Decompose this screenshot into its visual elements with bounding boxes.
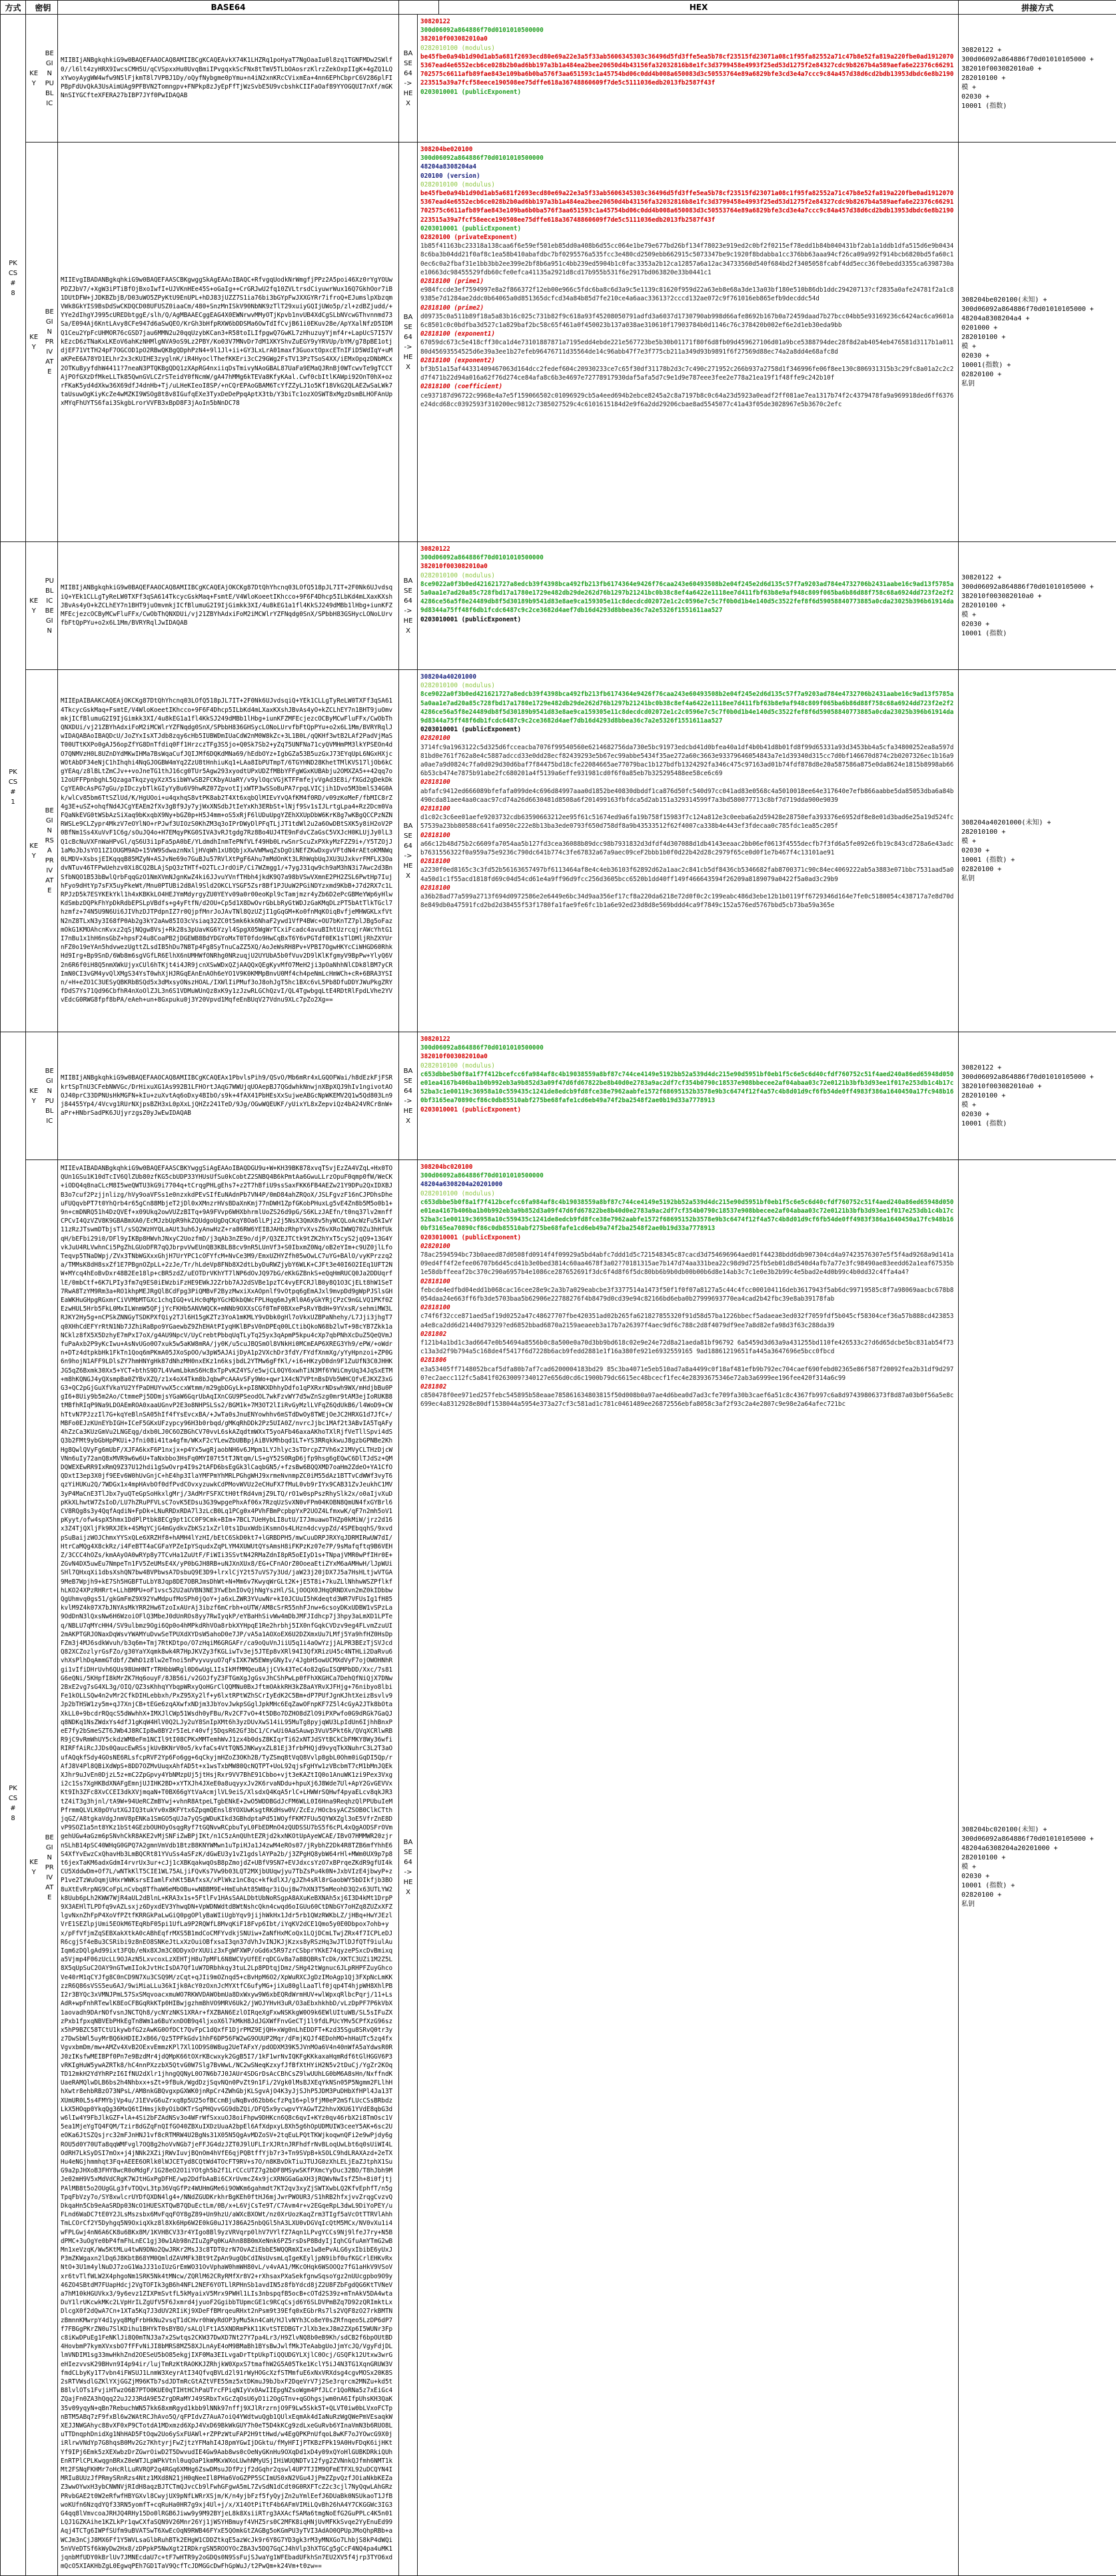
hex-segment: 8ce9022a0f3b0ed421621727a8edcb39f4398bca492fb213fb6174364e9426f76caa243e60493508b2e04f245e2d6d135c57f7a9203ad784e4732706b2431aabe16c9ad13f5785a5a0aa1e7ad20a85c728fbd17a1780e1729e482db29de262d76b1297b21241bc0b38c8ef4a6422e1118ee7d411fbf63b8e9af948c809f065ba6b86d88f758c68a6924dd723f2e2f24286ce56a5f8e24489db8f5d30189b9541d83e8ae9ca159305e11c8decdcd02072e1c2c0596e7c5c7f0b0d1b4e140d5c3522fef8f6d59058840773885a0cda23025b396b61914da9d8344a75ff48f6db1fcdc6487c9c2ce3682d4aef7db16d4293d8bbea36c7a2e5326f1551611aa527 (420, 580, 955, 615)
hex-segment: d1c02c3c6ee01aefe9203732cdb63590663212ee95f61c51674ed9a6fa19b758f15983f7c124a812e3c0eeba6a2d59428e28750efa393376e6952df8e8e01d3bad6e25a19d524fc57539a23bb80588c641fa0950c222e8b13ba3ede0793f650d758df8a9b43533512f62f4007ca338b4e443ef3fdecaa0c785fdc1ea85c205f (420, 813, 955, 830)
join-cell: 30820122 + 300d06092a864886f70d01010105000 + 382010f003082010a0 + 282010100 + 模 + 02030 + 10001 (指数) (959, 15, 1116, 143)
key-begin-label: BEGIN RSA PRIVATE (45, 806, 54, 896)
hex-segment: 382010f003082010a0 (420, 1052, 955, 1061)
header-base64: BASE64 (58, 1, 399, 15)
hex-segment: 0282010100 (modulus) (420, 1189, 955, 1198)
hex-segment: 0281802 (420, 1330, 955, 1339)
hex-segment: 02818100 (420, 1303, 955, 1312)
hex-segment: a36b28ad77a599a2713f694d0972586e2e6449e6bc34d9aa356ef17cf8a220da6218e72d0f0c2c199eabc486d3ebe12b1b0119ff6729346d164e7fe0c5180054c438717a7e8d70d8e849db0a47591fcd2bd2d38455f53f1780fa1fae9fe6fc1b1a6e92ed23d8d8e569bddd4ca9f7849c152a576ed5767bbd5cb73ba59a365e (420, 892, 955, 910)
conversion-cell (399, 1032, 418, 1160)
hex-segment: 0203010001 (publicExponent) (420, 725, 955, 734)
hex-segment: 308204a40201000 (420, 673, 955, 681)
hex-segment: 30820122 (420, 1035, 955, 1044)
hex-segment: c850478f0ee971ed257febc545895b58eaae785861634803815f50d008b0a97ae4d6bea0d7ad3cfe709fa30b3caef6a51c8c4367fb997c6a8d97439806373f8d87a03b0f56a5e8c699ec4a8312928e80df1538044a5954e373a27cf3c581ad1c781c0461489ee26872556ebfa8058c3af2f93c2a4e2807c9e98e2a64afec721bc (420, 1391, 955, 1409)
hex-cell (418, 143, 959, 542)
hex-segment: 02818100 (coefficient) (420, 382, 955, 391)
hex-segment: c653dbbe5b0f8a1f7f412bcefcc6fa984af8c4b19038559a8bf87c744ce4149e5192bb52a539d4dc215e90d5951bf0eb1f5c6e5c6d40cfdf760752c51f4aed240a86ed65948d050e01ea4167b406ba1b0b992eb3a9b852d3a09f47d6fd67822be8b40d0e2783a9ac2df7cf354b0790c18537e908bbecee2af04abaa03c72e0121b3bfb3d93ee1f017e253db1c4b17c52ba3c1e00119c36958a10c559435c1241de8edcb9fd8fce38e7962aabfe1572f68695152b3578e9b3c6474f12f4a57c4b8d01d9cf6fb54de0ff4983f386a1640450a17fc948b160bf3165ea70890cf86c0db85510abf275be68fafe1cd6eb49a74f2ba2548f2ae0b19d33a7778913 (420, 1198, 955, 1233)
hex-segment: f121b4a1bd1c3ad6647e0b54694a8556b0c8a500e0a70d3bb9bd618c02e9e24e72d8a21aeda81bf96792 6a5459d3d63a9a431255bd110fe426533c2?d6d65dcbe5bc831ab54f73c13a3d2f9b794a5c168de4f5417f6d7228b6acb9fedd2881e1f16a380fe921e6932559165 9ad18861219651fa445a3647696e5bcc0fbcd (420, 1339, 955, 1356)
base64-cell: MIIEpAIBAAKCAQEAjOKCKg87DtQhYhcnq03LOfQ518pJL7IT+2F0Nk6UJvdsqiQ+YEk1CLLgTyReLW0TXFf3qSA614TkcycGskMaq+FsmtE/V4WloKoeetIKhcco+9F6F4Dhcp5ILbKd4mLXaxKXshJBvAs4yO+kZCLhEY7n1BHT9juOmvmkjICfBlumuG2I9IjGimkk3XI/4u8kEG1a1fl4KkSJ249dMBb1lHbg+iunKFZMFEcjezcOCByMCwFluFFx/CwObThQNXDUi/vj21ZBYhAdxiFoM2iMCWlrYZFNqdg0SnX/SPbbH836GHSycLONoLUrvfbFtQpPYu+o2x6L1Mm/BVRYRqlJwIDAQABAoIBAQDcU/JoZYxIsXTJdb8zqy6cHb5IUBWDmIUaCdW2nM0W8kZc+3L1B0L/qQKHf3wtB2LAf2PadVjMaST00UTtKXPo0gAJ56opZfYG8DnTfdiq0Ff1HrzczTFg3S5jo+Q0Sk7Sb2+yZq75UNFNa71cyQVMHmPM3lkYPSEOn4dO7QNMVzH0L8UZnDYdMKwIHMa7BsWqaCufJQIJMf6DQKdMNa69/hEdbOYz+IgbGZa53B5uzGxJ73EYqUpL6NGxHXjcWOtAbDF34eNjC1hIhqhi4NqGJOGBW4mYq2ZzU8tHnhiuKq1+LAa8IbPUTmpT/6TGYHND28KhetTMlKVS17ljOb6kCgYEAq/z8lBLtZmCJv++voJneTG1thJ16cg0TUr5Agw293xyodtUPxUDZfMBbYFFgWGxKUBAbju2OMXZA5++42qq7o12oUFFPpnbghL5QzagaTkqzyqyXzX5sibWYwSB2FCKbyAUaRY/v9ylOqcVGjKTFFmfejvVgAd3E8i/fXGd2gDekDkCgYEA0cAsPG7gGu/pIDczybTlkGIyYyBu6V9hwRZ07ZpvotIjxWTP3wSSoBuPA7rpqLVICjih1Dvo5M3bmlS34G0Ak/wlCv85bm6TtSZlUd/K/HgUOoi+u4qxhqS8vtPK8ab2T4Xt6xqbQlMIEvYvQAfKM4f0RD/v09zKoMeF/fbMIC8rZ4g3E+uSZ+ohqfNd4JCgYEAEm2fXv3gBf9Jy7yjWxXNSdbJtIeYxKh3ERbSt+lNjf9Sv1sIJLrtgLpa4+Rz2Dcm0VaFQaNkEVG0tWSbAzSiXaq9bKxqbX9Ny+bGZ0p+H5J4mm+oS5xRjF6lUDuUpgYZEhXXUpDbW6KrK8g7wKBgQCCPzNZNRWSLe9CLZypr4MkzV7eOYlNO+rPJwf3UIOzS0KhZM3q3oIPrDWyDlPFqTLjJT1tdWl2u2a6OwDBtSXK5y8iH2oV2P0BfNm1Ss4XuVvF1C6g/sOuJQ4o+H7EMqyPKG0SIVA3vRJtgdg7Rz8Bo4UJ4TE9nFdvCZaGsC5VXJcH0KLUjJy0lL3Q1cBcNuVXFnWaHPvGl/qS6U3i1pFa5pA0bE/YLdmdhInmTePNfVLf49Hb0LrwSnrScuZxPXkyMzFZZ9i+/Y5TZOjJ1aMoJbJsYO11Z1OUGM9AD+15VW9SdwaznNxljHVqWh1xU8QbjxXwVWMwqZsDgOiNEfZKwDxgvVFtdN4rAEtoKMNWq0LMDV+XsbsjEIKqqqB85MZyN+ASJvNe69o7GuBJu57RVlXtPgF6Ahu7mMdOnKt3LRhWqbUqJXU3UJxkvrFMFLX3OadvNTuv46TFPwUehzv0Xi8CQ2BLAjSpQ3zTHTf+D2TLcJrdOiP/Ci7WZmgg1/+7ygJ31qw9ch9aM3hN3i7Awc2d3BnSfbNQO1B53bBwlQrbFqqGzO1NmXVmNJgnKwZ4ki6JJvuYVnfTHbh4jkdK9Q7a98bVSwVXmnE2PH2ZSL6PwtHp7IujhFyo9dHtYp7sFX5uyPkeWt/Mnu0PTUBi2d8Al9Sld2OKCLYSGF5Zsr8Bf1PJUuW2PGiNDYzxmd9KbB+J7d2RX7c1LRPJzD5k7ESYKEkYkl1h4xKBKkLO4HEJYmMdyrgyZU0YEYv09a0r00eoKpl9cTamjmzr4yZb6D2ePcGBMeYWp6yHlwKdSmbzDQPkFhYpDkRdbEPSLpVBdfs+g4yFtfN/d2OU+Cp5d1X8DwOvrGbLbRyGtWDJzGaKMqDLzPT5bAtTlkTGcl7hzmfz+74N5U9N6Ui6JIVhzDJTPdpnIZ7r0QjpfMnrJoJAvTNl8QzUZjI1gGqGM+Ko0fnMqKOiqBvfjeMHWGKLxfVtN2nZ8TLxN3y3I68fP0Ab2g3kY2aAw85IO3cVsiaq32ZC0t5mk6kk6NhaF2ywd1VfP4BWc+OU7bKnTZ7plJBg5oFazmOkG1KMOAhcnKvxz2qSjNQgw8Vsj+Rk28s3pUavKG6Yzyl4SpgX05WgWrTCxiFcadc4avuBIhtUzrcqjrAWcYhtG1I7nBu1x1hH6nsGbZ+hpsF24u8CoaPB2jDGEWB8BdYDGYoMxT0T0fdo9HwCqBxT6Y6vPGTdf0EK1sTlDMljRhZXYUrnFZ0o19eYAn5hdvwezUgttZLsdIB5hDu7N8Tp4Fg8SyTnuCaZZ5XQ/AoJeWsRH8Pv+VPBI7OgwHKYcCiWHGD60RhkHd9Irg+Bp9SnD/6Wb8m6sgVGfLR6ElhX6nUMHWfONRhg0NRzuqjU2UYUbA5b0fVuv2D9lKlKfgmyV9BpPw+YlyQ6V2n6R6f0iH8Q5nmXWkUjyxCUl6hTKjt4i4JR9jcnXSwWDxQZjAAQQxQEgKyvMfO7MeH2ji3pOaNhhNlCDk8lBM7yCRImN0CI3vGM4yvQlXMgS34YsT0whXjHJRGqEAnEnAOh6eYO1V9K0KMMpBnvU0Mf4ch4peNmLcHmWCh+cR+6BRA3YSIn/+H+eZO1C3UESyQBKRbBSQd5x3dMxsyONszHOAL/IXWlIiPMuf3oJ8ohJgT5hc1BXc6vL5Pb8DfuDDYJWuPkgZRYfDdS7Ys71Qd96CbfhR4nXoOlZJL3n6S1VDMuWUnQz8xK9y1zJzwRLGChQzvI/QL4TgwbgqLtE4RDtRlFpdLVhe2YVvEdcG0RWG8fpf8bPA/eAeh+un+8Gxpuku0j3Y20Vpvd1MqfeEnBUqV27Vdnu9XLc7pZo2Xg== (58, 670, 399, 1032)
hex-segment: 0203010001 (publicExponent) (420, 615, 955, 624)
hex-segment: c653dbbe5b0f8a1f7f412bcefcc6fa984af8c4b19038559a8bf87c744ce4149e5192bb52a539d4dc215e90d5951bf0eb1f5c6e5c6d40cfdf760752c51f4aed240a86ed65948d050e01ea4167b406ba1b0b992eb3a9b852d3a09f47d6fd67822be8b40d0e2783a9ac2df7cf354b0790c18537e908bbecee2af04abaa03c72e0121b3bfb3d93ee1f017e253db1c4b17c52ba3c1e00119c36958a10c559435c1241de8edcb9fd8fce38e7962aabfe1572f68695152b3578e9b3c6474f12f4a57c4b8d01d9cf6fb54de0ff4983f386a1640450a17fc948b160bf3165ea70890cf86c0db85510abf275be68fafe1cd6eb49a74f2ba2548f2ae0b19d33a7778913 (420, 1070, 955, 1106)
hex-segment: 30820122 (420, 17, 955, 26)
hex-segment: 48204a8308204a4 (420, 162, 955, 171)
key-vertical-label: KEY (29, 332, 39, 352)
hex-segment: 78ac2594594bc73b0aeed87d0508fd0914f4f09929a5bd4abfc7ddd1d5c721548345c87cacd3d754696964aed01f44238bdd6db907304cd4a97423576307e5f5f4ad9268a9d141a09ed4ff4f2efee06707b6d45cd41b3e0bed3814c60aa4678f3a02?70181315ae7b147d74aa331bea22c98d9d725fb5eb01d8d540d4afb7a77e3fc98490ae83eedd62a1eaf67535b1e58dbffeeaf2bc370c290a6957b4e1086ce287652691f3dc6f4d8f6f5dc80bb6b9b0db00b00b6d8e14ab3c7c1e0e3b2b99c4e5bad2e4d0b99c4b0dd32c4ffa4a4? (420, 1251, 955, 1277)
hex-segment: 020100 (version) (420, 172, 955, 180)
key-type-cell (26, 15, 58, 143)
key-begin-label: BEGIN PUBLIC (45, 49, 54, 109)
hex-segment: 02820100 (privateExponent) (420, 233, 955, 242)
hex-segment: be45fbe0a94b1d90d1ab5a681f2693ecd80e69a22e3a5f33ab5606345303c36496d5fd3ffe5ea5b78cf23515fd23071a08c1f95fa82552a71c47b8e52fa819a220fbe0ad19120705367ead4e6552ecb6ce028b2b0ad6bb197a3b1a484ea2bee20650d4b43156fa32032816b8e1fc3d3799458e4993f25ed53d1275f2e84327cdc9b8267b4a589aefa6e22376c66291702575c6611afb89fae843e109ba6b0ba576f3aa651593c1a45754bd06c0dd4b008a650083d3c50553764e89a6829bfe3cd3e4a7ccc9c84a457d38d6cd2bdb13953dbdc6e8b2190223515a39a7fcf58eece190508ee75dffe618a36748860609f7de5c5111036edb2013fb2587f43f (420, 189, 955, 224)
key-vertical-label: KEY (29, 1857, 39, 1877)
conversion-cell (399, 1160, 418, 2576)
join-cell: 308204a40201000(未知) + 282010100 + 模 + 02030 + 10001 (指数) + 02820100 + 私钥 (959, 670, 1116, 1032)
key-begin-label: BEGIN PRIVATE (45, 307, 54, 377)
header-hex: HEX (439, 1, 959, 15)
hex-segment: a66c12b48d75b2c6609fa7054aa5b127fd3cea36088b89dcc98b7931832d3dfdf4d307088d1db4143eeaac2bb06ef0613f4555decfb7f3fd6a5fe092e6fb19c843cd728a6e43adcb7631556322f0a959a75e9236c790dc641b774c3fe67832a67a9aec09ceF2bbb1b0f0d22b42d28c2979f65ce0d0f1e7b467f4c13101ae91 (420, 840, 955, 857)
hex-segment: 02820100 (420, 1242, 955, 1251)
key-row (1, 1160, 1116, 2576)
hex-segment: 0203010001 (publicExponent) (420, 1106, 955, 1114)
key-begin-label: PUBLIC BEGIN (45, 576, 54, 636)
key-type-cell (26, 1160, 58, 2576)
key-type-cell (26, 670, 58, 1032)
hex-cell (418, 1160, 959, 2576)
conversion-label: BASE64 -> HEX (404, 1066, 413, 1126)
key-row (1, 15, 1116, 143)
hex-segment: 02818100 (exponent1) (420, 330, 955, 338)
hex-segment: 308204bc020100 (420, 1163, 955, 1171)
hex-segment: 02818100 (prime2) (420, 304, 955, 312)
key-vertical-label: KEY (29, 69, 39, 89)
hex-segment: e3a53405ff7148052bcaf5dfa80b7af7cad6200004183bd29 85c3ba4071e5eb510ad7a8a4499c0f18af481efb9b792ec704caef690febd02365e86f587f20092fea2b31df9d2970?ec2aecc112fc5a841f0263009?340127e656d0cd6c1900b79dc6615ec48bcecf1fec4e28393675346e72ab3a6999ee196fee420f314a6c99 (420, 1365, 955, 1383)
base64-cell: MIIBIjANBgkqhkiG9w0BAQEFAAOCAQ8AMIIBCgKCAQEAjOKCKg87DtQhYhcnq03LOfQ518pJL7IT+2F0Nk6UJvdsqiQ+YEk1CLLgTyReLW0TXFf3qSA614TkcycGskMaq+FsmtE/V4WloKoeetIKhcco+9F6F4Dhcp5ILbKd4mLXaxKXshJBvAs4yO+kZCLhEY7n1BHT9juOmvmkjICfBlumuG2I9IjGimkk3XI/4u8kEG1a1fl4KkSJ249dMBb1lHbg+iunKFZMFEcjezcOCByMCwFluFFx/CwObThQNXDUi/vj21ZBYhAdxiFoM2iMCWlrYZFNqdg0SnX/SPbbH83GSHycLONoLUrvfbFtQpPYu+o2x6L1Mm/BVRYRqlJwIDAQAB (58, 542, 399, 670)
key-vertical-label: KEY (29, 596, 39, 616)
conversion-label: BASE64 -> HEX (404, 1837, 413, 1897)
hex-segment: 300d06092a864886f70d0101010500000 (420, 553, 955, 562)
hex-segment: 300d06092a864886f70d0101010500000 (420, 154, 955, 162)
method-label: PKCS#8 (9, 1783, 18, 1823)
hex-segment: a2230f0ed8165c3c3fd52b56163657497bf6113464af8e4c4eb36103f62892d62a1aac2c841cb5df8436cb5346682fab8700371c90c84ec4069222ab5a3883e071bbc7531aad5a04a50d1c1f55acd1818fd69c04d54cd61e4a9ff96d9fcc256d3605bcc6520b1dd40ff149f466643594f26209a8189079a0422f5a0ad3c29b9 (420, 866, 955, 883)
key-type-cell (26, 143, 58, 542)
key-row (1, 670, 1116, 1032)
hex-segment: e984fccde3ef7594997e8a2f866372f12eb00e966c5fdc6ba8c6d3a9c5e1139c81620f959d22a63eb8e68a3de13a03bf180e510b86db1ddc29420713?cf2835a0afe24781f2a1c89385e7d1284ae2ddc0b64065a0d851365dcfcd34a84b85d7fe210ce4a6aac33613?2cccd132ae072c9f761016eb865efb9decddc54d (420, 286, 955, 303)
hex-cell (418, 1032, 959, 1160)
conversion-label: BASE64 -> HEX (404, 821, 413, 881)
header-method: 方式 (1, 1, 26, 15)
hex-segment: 3714fc9a1963122c5d325d6fcceacba7076f99540560e6214682756da730e5bc91973edcbd41d0bfea40a1df4b0b41d8b01fd8f99d65331a93d3453bb4a5cfa34800252ea8a597d81bd0e761f762a8e4c5887adccd33e0dd28ecf82439293e5b67ec99abbe5434f35ae272a60c3663e93379646054843a7e1d39340d315cc7d0bf146670d874c2b0207326ec1b16a9a0ae7a9d0824c7fa0d029d30d6baf7f84475bd18cfe22084665ae77079bac1b127bdfb1324292fa346c475c97163ad01b74fdf878d8e20a587586a875e0da8624e1815b8998ab666b53cb474e7875b91abe2fc680201a4f5139a6effe931981cd0f6f0a85eb7b325295488ee58ce6c69 (420, 743, 955, 779)
header-join: 拼接方式 (959, 1, 1116, 15)
key-vertical-label: KEY (29, 841, 39, 861)
hex-segment: 0282010100 (modulus) (420, 44, 955, 53)
hex-cell (418, 670, 959, 1032)
hex-cell (418, 15, 959, 143)
hex-segment: 300d06092a864886f70d0101010500000 (420, 1171, 955, 1180)
key-begin-label: BEGIN PRIVATE (45, 1833, 54, 1903)
key-type-cell (26, 542, 58, 670)
key-type-cell (26, 1032, 58, 1160)
hex-segment: 0281802 (420, 1383, 955, 1391)
key-begin-label: BEGIN PUBLIC (45, 1066, 54, 1126)
join-cell: 308204bc020100(未知) + 300d06092a864886f70d01010105000 + 48204a6308204a20201000 + 282010100 + 模 + 02030 + 10001 (指数) + 02820100 + 私钥 (959, 1160, 1116, 2576)
base64-cell: MIIEvAIBADANBgkqhkiG9w0BAQEFAASCBKYwggSiAgEAAoIBAQDGU9u+W+KH39BK878xvqTSvjEzZA4VZqL+Hx0TOQUn1GSu1K10dTcIV6QlZUb80zfKG5cbUDP33YHUsUfSu0kCobtZ2SNBQ4B6kPmtAa6GwuLLrzOpuF0qmp0fW/WeCK+iODQ4q8naCLcM8I5weQWTU3kG9i7704q+tCrqgPHLgEhs7+z2T7hBfiU9ssSaxFKK6FB4AEZw21Y9DPu2QxIDXBJB3o7cuf2Pzjjnlizg/hVy9oaVFSs1e0nzxkdPEvSIfEuNAdnPb7VN4P/0mD84ahZRQoX/JSLFgvzF16nCJPDhsDheuFUQqvbPT7t0YhQrb4r65gCn88MbjeT2jDl0xXMnzrHVsBDaXnKmj77nDWH1ZpfGKobPHuxLg5vE4Zn8b5M5o0b1+9n+cmDNRQ51h4DzQVEf+x09Ukq2owVUZzBITq+9A9FVvp6WHXbhrmlUoZS26d9pG/S6KLzJAEfn/t0nq37lv2mnffCPCvI4QzVZV8K9GBABmXA0/EcMJzbUpR9hkZQUdgoUgDqCKqY8Oa6lLPjz2j5NsX3QmX8v5hyWCQLoAcWzFu5kIwY11zRzJTswmDTbjsTl/sSQ2WzHYQLaAUt3uh6JyAnwHzZ+ra86RW6YEIBJAHbzRhpYvXvsZ6vXRoIWWQ70Zu3hHfUkqH/bEFbi29i0/DFl9yIKBp8HWvhJNxyC2UozfmD/j3qAb3nZE9o/djP/Q3ZEJTCtk9tZK2hYxT5cyS2jqQ9+13G4YvkJuU4RLVwhnCi5PgZhLGUoDFR7qQJbrpvVwEUnQB3KBLB8cv9nR5LUnVf3+S0IbxmZ0Nq/oB2eYIm+c9UZ0jlLfoTeqvp5TNaDWpj/ZVx3TNbWGXxxGhjH7UrYPC1cOFYfcM+NvCe3M9/EmxUZHYZfh05wOwLC7uYG+BAlO/vyKPrzzq2a/TMMsK8dH8sxZf1E7PBgnOZpLL+2zJe/Tr/hLdeVp8FNb8X2dtLbyDuRWZjybY6WLK+CJFt3e40I6O2IEq1UFT2NW+MYcq4hEoBvDxr48B2Ee18lp+cBR5zdZ/uEOTDrVKhYT7lNP6dOvJQ97bG/eKkGZBnkS+eQqHmRUCQ0Ja2DDUqrflE/0mbCtf+6K7LPIy3fm7q9ES0iEWzbiFzHE9EWkJ2Zrbb7AJ2dSVBe1pzTC4vyEFCRJlB0y8Q1O3CjELt8hW1SeT7RwA8TzYM9Rm3a+RO1khpMEJRgQlBCdFpg3PiQMBvF2ByzMwxiXxAOpnlf9vOtpq6gEmAJxl9mvpDd9gWpPJSlsGHEaWKHuGHpgRGxmrCiVVMbMTGXc1chqIGQ+vLHc0qMpYGcHDkbQWcFPLHqq6mJyRl0A6yGkYRjCPzC9nGLVQ1PKf0ZEzwHUL5Hrb5FkL0MxILWnmW5QFjjYcFKHb5ANVWQCK+mNNb9OXXsCGf0TmF0BXxePsRvYBdH+9YVxsR/sehmiMW3LRJKY2Hy5g+nCPSkZNNGyTSDKPXfQiy2TJl6H15gKZTz3YoA1mKMLY9vDbk0gHl7oVkxUZBPaNhehy/L7Jji3jhgT7q0XHhCdEFYrRtN1Nb7JZhiRaBpo9YGaewbZ9ZhEHAtPIyqHKlBPsV0nDPEq00LCtibQkoN68b2lwT+98cYB7Zkk1aNCklz8fX5X5DzhyE7mPxI7oX/g4AU9NpcV/UyCrebtPbbqUqTLyTq25yx3qApmP5kpu4cXp7qbPNhXcDuZ5QeQVmJfuPaAxb2P9yKcIwu+AsNvUGo0O7xuk5w5aKW8mRA/jy0K/u5cuJBQSmOl8VNkHi0MCmEAP6XREG3Yh9/ePW/+oWdrn+DTz4dtpkbHk1FkTn1Qoq6mPKmA05JXoSpOO/w3pW5AJAijDyA1p2VXchDr3fdY/FYdfXnmXg/yYyHpnzoi+ZP0G6n9hojN1AFF9LDlsZY7hmHNYgHk87dNhzMH0nxEKz1n6ksjbdL2YTMw6gFfKl/+i6+HKzyD0dn9F1ZuUfN3C0JHHKJG5qZ6Bxmk30Xx5+YCT+bthS9D7L4VwmLbkmS6HcBxTpPvKZ4YS/e5wjCL0QY6xwhTiN3Mf6YWiCmyUq34JqSxETM+m8hKQNGJ4yQXsmpBa0ZYBvXZQ/z1x4oX4Tkm8bJqbwPcAAAvSFy9Wo+qwr1X4cN7VPtnBsDVb5WHCQfvEJKXZ3xGG3+QC2pGjGuXfVkaYU2YfPaDHUYvwX5ccxWtmm/m29gbDGyLk+pI8NKXDhhyDdfo1qPXRxrNDswh9WX/mHdjbBu0PgI6+8Uiy9b5m2Ao/CtmmePj5DDmjsYGaW6GqrUbAqIXnCGU9PSeodOL7wkFzvWY7d5wZnSzg0mr9tAM3ejIoRUKB8tMBfhRIqP9Na9LDOAEmROA0xaaUGnvP2E3o8NHPSLSs2/BGM1k+7M3OT2lIiRvGyMzlLVFqZ6QdUkB6/l4WoD9+CWhTtvN7PJzzIl7G+kqYeBlnSA05hIf4fYsEvcxBA/+JwTa0sJnuENYowhhv6mSTdDwOy8TWEjOeJC2HRXG1d7JfC+/MBFo0EJzKUnEYbIGH+ICeF5GKxUFzypcy96H3b0rbqd/gMKqRhDDk2Pz5UIA0Z/nvrcJjbc1MAf2t3ABvIA5TqAFy4hZzCa3KUzGmVu2LNGEqg/dxb0LJ0C6OZBGhCV70vvL6skAZqdtmWXxT5yoAFb46axaAKhoTXlRjfVeTllSpvi4dSQ3b2FMt9ybGbHpPKUi+Jfni08i41ta4gfm/WKxF2cYLewZbUBBpjAiBVkMhbqd1LT+YS3RRqkkwuJ8gzbGPNBe2KhHg8QwlQVyFg6mUbF/XJFA6kxF6P1nxjx+p4Yx5wgRjaobNH6v6JMpm1LYJhlyc3sTDrcpZ7Vh6x21MVyCLTHzDjcWVNn6uIy72anQ8xMVR9w6w6U+TaNxbbo3HsFq0MYI07t5tTJNtqm/LS+gY52S0RgD6jfp9hsg6gEQwC6DlTJdSz+QMDQWEXEwRR9IxRmQ9Z37U12hdi1gSwOvrp4I9s2tAFD6bsEgGk3lCaqbGN5/+fzsBw6BQQXMD7oaHm2ZdeO+YA1CfOQDxtI3ep3X0jf9EEv6W0hUvGnjC+hE4hp3IlaYMFPmYhMRLPGhgWHJ9xrmeNvnmpZC0iM55dAz1BTTvCdWWf3vyT6qzYiHUKu2Q/7WDGx1x4mpHAvbOf0dfPvdCOvxyzuwkCdPMovWVUz2eCHuFX7fMuL0vb9rIYx9CAB31ZvJeukhC1MV3yP4MaCnE3TlJbx7yuQTeGpSoHkxlgMrj/3AdMrFSFXCtH0tfRd4vmjZ9LTQ/rO1w0spPszRhySlk2x/o0aIjvXuDpKkXLhwtW7ZsIoD/LU7hZRuPFVLsC7ovK5EDsu3G39wpgePhxAf06x7RzqUzSvXN0vFPm04KOBN8QmUN4fxGYBrl6CV8RQg8s3y4QqfAqdiN+FpDk+LNuRRDxRDA7l3zLcB0Lq1PCg0x4PVhFBmPcpbpYxP2UOZ4LfmxwK/qF7n2mh5oV1pKyyt/ofw4spX5hmx1DdPlPtbk8ECg9pt1CC0F9Cmk+BIm+7BCL7UeHybLI8utU/I7JmuawoTHZp0kMiW/jrz2d16x3Z4TjQXljFk9RXJEk+4SMqYCjG4mGydkvZbKSz1xZrl0ts1DuxWdbiKsmnOs4LHzn4dcvypZd/4SPEbqqhS/9xvdpSuBaijzWOJChmxYYSxQLe6XRZHf8+hAMH4lYzHI/bEtC6SkD0kt7+lGRBDPH5/mwCuuDRPJRXYqJDRMIRwUW7dI/HtrCaMQg4X8ckRz/i4FeBTT4aCGFaYPZeIpYSqudxZqPLYM4XUWUtQYsAmsH8iFKPzKz07e7P/9sMafqftq9B6VEHZ/3CCC4hOZs/kmAAyOA0wRYp8y7TCvHa1ZuUtF/FiWIi3SSvtN42RMaZdnI8pR5oEIyD1s+TNpajVMR0wPfIHr0E+ZGvN4DX5uwEu7NmpeTn1FV5ZeUMsE4X/yP0bGJH8RB+uNJXnXUx8/EG+CFnAOrZ0OoeaEtiZYxM6aAMHwH/lJpWUiSHl7QHxqXi1dbsXshQN7bw4BVPbwsA7DsbuQ9E3D9+lrxlCjY2t57uVS7y3Ud/jaW23j20jDX7J5a7HsHLtjwVTGA9MeB7Wpjh9+kE7Sh5HGBFTuLbY8Jqp8DE7OBRJmsDhWt+N+Mm6v7KwyqWrGLt2K+jE5T8i+7kuZLlNhhwWSZPflkfhLKO24XPzRHRrt+LLhBMPU+oF1vsc52U2aUVBN3NE3YwEbnIOvQjhNgYszHl/SLjOOQX0JHqQRNDXvn2mZ0kIDbbwQgUhmvq0gs51/gkGmFmZ9X92YwMdpufMoSPh0jQoY+ja6xLZWR3YVuwNr+kI0JCUuI5hKdeqtd3WR7VFUsIg1fH85kvlM9Z4k07X7bJNYAsMkYRR2Hw6TzoIxAUrAj3ibzf6mCrbh+oUTW/AM8cSrR55nhFJnw+6csoyDKxUDBW1vSPzLa9OdDnN3lQxsNw6H6WzoiOFlQ3MbeJ0dUnROs8yy7RwIyqkP/eYBaHhSivWw4mDbJMFJIdhcp7j3hpy3aLmXD1LPTeq/NBLU7qMYcHH4/SV9ulbmz9Ogi6Qp0o4hMPkdRhVOa8rbkXYHpqE1Re2hrbhj5IX0nfGqkCVDzv9eg4FLvmZzuUI2mAKPTGRJONaxDqWsvYWAMYuDvwSeTPUXdXYDsW5ahoD0e7JP/vA5a1AOXoEX6U2DZXmxUu7LMfj5Ya9hfHZ0HsDpFZm3j4MJ6sdkWvuh/b3q6m+Tmj7RtKDtpo/O7zHqiM6GRGAFr/ca9oQuVnJiiU5q1i4aOwYzjjALPR3BEzTjSVJcdQ82XCZozlyrGsFZo/g30YaYXqmk8wk4R7HpJKVZy3fKGLiwTv3ej5JTEp8vXRl94I3QfXRizU45c4NTHLi2DaRvu6vhXsPlhDqAmmGTdbf/ZWhD1z8lw2eTnoi5nPvyvuyuO7qFsIXK7W5EWmyGNyIv/4JgbH5owUCMXdVyF7ojOWOHNhRgi1vIfiDHrUvh6QUs98UmHNTrTRHbbWRgl0D6wUgL1IsIkMfMMQeu8AjjCVk43TeC4o82qGuISQMPbDD/Xxc/7s81G6eQNi/5KHpfI8kMrZK7Hq6ouyF/8JB56i/v2GOJfyZ3FTGmXgJgGsvJhCShPwLp0fFhXKGHCa7DehQfNiQjX7DNw2BxE2vg7sG4XL3g/OIQ/QZ3sKhhqYYbqpWRxyQoHGrClQQMNu0BxJftmOAkkRH3kZ8aAYRvXJFHjg+76nibyo8lbiFe1kOLLSQw4n2vMr2CfkDIHLebbxh/PxZ95Xy2lf+y6lxtRPtWZhSCrIyEdK2C5Bm+dP7PUfJgnKJhtXeizBsvlv9Jp2bTHSW1zy5m+qJ7XnjCB+tEGe6zqAXwfxNDjm3JbYovJwkpSGglJpkMHc6EqZawOFnpKF7Z5l4cGyA2JTk8bOtaXkLL0+9bcdrRQqcS5dWwhhX+IMXJlCWp51Wsdh0yFBu/Rv2CF7vO+4t5DBo7DZHO8dZlO9iPXPwfo0G9dRGk7GaQJq8NDKq1NsZWdxYs4dfJ1gKqW4HlV0Q2LJy2uY8SnIpXMt6h3yzDUvXwS14iL95MuTg8pyjqWU3LpIdUn6IjhhBnxPeE7fy2bSmeSZT6JWb4J8RCIp8w8BY2r5IeLr40vfj5DqsR62Gf3bC1/CrwUi0AaSAuwp3VuV5Pkt6k/QVqXCRlwRBR9jC9vRmWhUY5ckdzWM8eFm1NCIl9tI08CPKxMMTemhWvJ1zx4b0dsZ8KIqrTi62xNTJdSYtBCkCbFMKY8Wy36wfiRIRFfAiRcJJDs0QaucEwRSsjkUvBKNrV0o5/kvfaCs4VtTQN5JNKwyxZL81Ej3frbPHQjd9vyqTkXNuhrC3L2T3aOufAQqkfSdy4GOsNE6RLsfcpRVF2Yp6Fo6gg+6qCkyjmHZoZ3OKh2B/TyZSmqBtVqQ8Vvlp8gbL0Ohm0iGqDI5Qp/rAfJ8V4Pl8QBiXdWpS+8DD7OZMvUuqxAhfAD5t+x1wsTxbMW80QcNQTPT+UoL92qjsFgHYw1zVBcbmT7cM1bMnJQEkXJhr9uJvEn0DjzL5z+mC2ZpGpvy4YbNMzpUj5jtHsjRxr9VV7BhE91Cbbo+vjt3eKAZtIQ0o1AnuWK1zi9Pex3Vxgi2c1Ss7XgHKBdXNAFgEmnjUJIHK2BD+xYTXJh4JXeE0a8uqyyxJv2K6rvaNDdu+hpuXj6J8Wde7Ul+ApY2GvGEVVxKt9Ih3ZFc8XvCCEI3dkXVjmqaN+T0BX66gYtVaAcmjlVL9eiS/XlsdxQ4KqA5rlC+LHWWrSQHwf4pyaELcv8qkJR3tZ4iT3g3hjnl/tA9W+94UeRCZmBYwj+vhnR8AtpeLTgbENkE+2wO5WDDBGdJcFM6WLL0I6Hna9ReqhzQlPPUbuIeMPfrmmQLVLK0pOYutXGJIQ3tukYv0x8KFYtx6ZpqmQEnsl8YOXUwKsgtRKdHsw0V/ZcEz/HOcbsyACZSOB0ClkCTthjqGZ/A8tgkaVdgJnmV8pENKa1SmGO5qUJa7yQSgWDuKIkd3GBhdptaPd51WOyfFKM7FUu5QYWXZgl3oE5VfrZnE8DvP9SOZ1a5nt8YKz1bSt4GEzbOUHOyOsqgRyf7tGQNvwRCpbuTyL0FbEDMnO4zQUDSSU7bS5f6cPL4xQgAODSFrOVmgehUGw4aGzm6pSNvhCkR8AKE2vMjSNFiZwBPjIKt/n1C5zAnQUhtEZRjd2kxNKOtUpAyeWCAE/IBvO7HMMWR20zjrnSLhB14pSC40WHqG0GPQ7A2gmnVmVdb1BtzB8KNYWMwn1uTpiHJa1J4zwM4eROs07/jRybhZ2Dk4R8TZB6mfYhhE6S4XfYvEwzCxQhavHb3LmBQCRt81YVuSs4aSFzK/dGwEU3y1vZ1gdslAYPa2b/j3ZPgHQ8ybW64rHl+MWm0UX9p7p8t6jexTaKM6adxGdmI4rvrUx3ur+cJj1cXBKqakwqOsB8pZmojdZ+UBfV9SN7+EVJdxcsYzO7xBPrqeZKdR9gfUI4kCU5XddwDm+Of7L/wNTkKlT5CIE1WL75ALjiFQvKs7Vw9b03LQT2MXjbUUqwjyu7TbZsPu4k0N+JxbVIzE4jbwyP+zP1ve2TzWuOqmjUHxrWWKsrsEIamlFxhKt5BAfxsX/xPlWkz1nC8qc+kfkdlXJ/gJZh4sRl8rGaobWY5bDIkfjb3BO8uXtEvRrpNG9CoFpLnCvbq8TfhaW6eMbOBu+wNBBM9E+HmEuhAt85W8qr3iQuj8w7hXN3T5mMeohD3Q2x63UTLYW2k8Uub6pLh2KWW7WjR4aUL2dBlnL+KRA3x1s+5FtlFv1HAsSAALDbtUbNoRSgpA8AXuKeBXNAh5xj6I3D4kMt1DrpP9X3AEHlTLPDfq9vAZLsxjz6DyxdEV3YhwqDN+VpWDNWdtdBWtNshcQkn4cwqd6oIGUu60CtDNbGY7oHZq8ZUZxXFZlgvNxnZhFpP4XoVfPZtfKRRGkPaLwGiQ0pgOPlyBaWIiUgbYqv9jijhWkHx1Jdr5rb1QWzRWKbLZ/jHBq+HwYJEzlVrE1SEZlpjUmi5EOkM6TEqRbF05pi1UfLa9P2RQWfL8MvqKiF18Fvp6Ibt/iYqKV2dCE1Qmo5y0E0Dbpox7ohb+yx/pFfVfjmZqSEBXakXtkA0cABhEqfrMXS5B1mdCoCMFYvdkjSNUiw+ZaNfHxMCoQx1LQjDCmLTwjZRx4f7ICPLeDJR6cgjSf4eBu3CSRibi9z8nEO8SNKeJtLxXzOuiOBfxsaI3qn37dVhJvINJKJjKzxs8yRSzHq3wJTlDJfQTf9iulAuIqm6zDQlgAd99ixt3FQb/eNx8XJm3C0DDyxOrXUUiz3xFgWFXWP/oGd6x5R97zrCSbprYKkE74qyzePSxcDvBmixqa5Vjmp4F06zUcLL9OJAzN5LxvcoxLzXEHTjH8u7pMFL6N8WCVyUfEErqDCGvBa7a8BQBRsTcDk/XKTC3UZi1M2Z5L8X5qUpSuC2OAY9nGTwmIIokJvtHcIsDA7Qf1uW7DRbhkqy3tuL2Lp8PDtqjDmz/SHg42tWgnuc6JLpRHPFZuyGhcoVe40rM1qCYJfg8C0nCD9N7Xu3CSQ9M/zCqt+qJIi9mOZnqd5+cBvHpM6O2/XpWuRXCJgDzIMoAgp1Qj3FXpNcLmKKzzR6Q86sVSS5eu6AJ/9wiMiaLLu36kIjk0AcY0zOxnJcMYXtfC6ufyMG+jiXu80glLaaTlf0jqp4T4hjpWH8XhlPBI2r3BYQc3xVMNJPmL57SxSMqvoacxmuWO7RKWVDAWObmUa8DxWxyw9W6xbEQRdWrmHUV+wlWpxqRlbcPqrj/11+LsAdR+wpFnhRTewlK8EoCFBGqRkKTp0HIBwjgzhmBhVO9MRV6Uk2/jWOJYHvH3uR/O3aEbxhkhbD/vLzDpPF7P6kVbX1aovadh9DArNOfvsnJNCTQh8/ycNYzNKS1XRAr+fXZBAN6EzlOIRqeXgFxwNSKkgW0O9k6EWlUItuWB/SL5sIFuZXzPxb1fpxqNBVEbPHkEgTn8Wm1a6BuYxnDOB9q4ljxoX6l7kMkH8JdJGXWfFnvGeCTj1l9fdLPUcYMv5CPfXzG96szx5hP9BZC58TCtU1kywbfG2zAwKG0OfDCt7QvFpC1dQxfF1DjrPMZ9EjQH+xWg0nLhEDDFT+Kzd35Sgu8SRvQ0tr3yz7DwSbWl5uyMrBQ6kHDIEJxB66/Qz5TPFkGdv1hhF6DP56FW2wG9OUUP2Mqr/dFmjKQJf4EDohMO+hHaUTc5zq4fxVgvxbmDm/mw+AMZv4XvB2OExvEmmzKPl7Xl1OD9S0W8ug2UeTAFxY/pdODXM39K5JVnMOa6V4n40nWfA5aYdwsR0RJ0zIKsfwMEIBPf0Pn7e9BzdMr4jdQMpK66tOXrKBcwxyk2GgB5I7/1kF1wrNvIQKFgKKkaxaHqmRdf6tGlHGGV6P3vRKIgHuW5ywAZRTk8/hC4nnPXzzbX5QtvG0W7Slg7BvWwL/NC2wSNeqKzxyfJfBfXtHYiH2N5v2tDuCj/YgZr2KOqTD12mkH2YdYhRPzI6IfNU2dXlr1jhngQQNyL0O7N6b7J0JAUr4SDGrDsAcCBhCsZ9lwUUhLG0bM6A8sHn/NxffndKUaeRAMQlwDLB6bs2h4Nhbxx+sZt+9fBuk/WgdDzjSqvNQn0PvZt9n1Fi/2Vgk0lMsBJXEqYkNSn05P5Ngmm2FLlhHhXwtr8ehbRBzO73NPsL/AM8nkGBQvgxpGXWK0jnRpCr4ZWhGbjKLSgvAjO4K3yJjSJhP5JDM3PuDHbXfHPl4Ja13TXUmUR0L5s4FMYbjVp4u/J1EVvG6uZrxq8p5U25ofBCcmBjuNqBvd62bb6cfzPq16+pl9fjM0eP2mSfLUcCSsBRbdzLkX5HOqp0YkqQg36MxQ6tIHmsjk0yOibOKTrSqPHQvvGG9dbZQi/DFQ5x9ycwpvYYAGwTZ2hhvXKU61YVdE8qbG3dw6lIw4Y9FbJlkGZF+lA+4Si2bFZAdNSv3o4WFrWfSxxuOJ8oiFhpw9DHKcn6Q8c6qvI+KYz0qv46rbX2i8TmOsc1V5ea1MjeYgTQ4FQM/Tzir8dGZqFnQIfGO40ZBXuIXDzUuaA2bpEl6AfXdpxyL8Xh5g6hOpUDMUIW3ceeY5AK+6sc2UeOKa6JtSZQsjrc32mFJnHNJ1vf8cRTMRW4U2BgNs31X05N5QgAvMDZoSV+2tqEuLPQtTKWjkoqwnQFi2e9wPjdy6gROU5d0Y70UTa8qqWMFvgl7OQ8g2hoVvNGb7jeFFJG4dzJZT0J9lUFLIrXJRtnJRFhdfrNvBLoqUwLbt6q0sUiWI4LOdRH7LkSyDSI7mOx+j4jNNk2XZijRWvIuvjBQnOm4hVfE6qjPQBtffYjb7r3+Tn9SVpB+kSOLC9hdLRAXAzd+2eTXHu4eNGjhmmhqt3Fq+AEEE6ORlk0lWJCETyd8CQtWd4TOcFT9RV+s7O/n8KBvDkTiuJTUJG0zXhLELjEaZJtphX1SuG9a2pJHXoB3FHY8wcR0oMdgF/1G28eO2O1iYOtgh5b2f1LrCCcUTZ7g2bDF8MSywSKfPXmcYyDuc32BO/T8hJbh9MJe02mH9V5xMdVdCRgK7WJtHGxPgDFHE/wp2DdfbAaBi6CXrUvmcZ4x9jcXRNGGaGaXH3jRQWvNwIsfZ5h+8i0fjtjPAlMB8t5o2OUgGLg3fvTOQvL3tp36VqGfPz4WUHmGMe6i9OWKm6gahmdt7KT2qv3xyZjSWTXwbLQ2KfvEphfT/n5gTpqFbVzy7o/SY8xwlcrUYDfQXDN4lg4+/NNdZGUDKrkhrBgKEh0ftHJ6mjJwrPWOUR3/S1hRB2hfxjvvZrqgCvzvQDkqaHn5Cb9eAaSRDp03NcO1HUESXTQwB7QDuEctLm/0B/x+L6VjCsTe9T/C7Avm4r+v2EGqeRpL3dwL9DiYoPEY/uFLnd6WaDC7tE0Y2JLsMszsbx6MvFqqFOY8gZ89+Un9hzU/aWXcBXOWt/nz0XrUozKaqZrm3TIgf5aVcOtTTRVlAhhTmLCOrCf2Y5Dyhgq5N9OxiqXkz8l8Xk6Hp6W2E0kG0uJ1YJ86A25nbQGl5hA3LXU0vDGVqIcQtM5MCx/NV0vXu1i4wFPLGwj4nN6A6CK8u6BKx8M/1KVHBCV33r4YIgo8Bl9yzVRVqrp0lhV7VYlfZ7Aqn1LPvgYCCs9Nj9lfeJ7ry+N5BdPMC+3uOgYe0bP4fmFhLnEC1gj30w1Ab98nZIuZgPq0KuAhn88B0mXeNnk6PZ5rsDsP8BdyIjIqhCGfuAmYTmG2wBMn1xeVzqK/Ww5KtMLu4twN9DNo2QwJRKr2MsJ3c8TDT0zrN7OvAZiEbbE5WQQRmXIxe1w8ePvALG6yxIbibE6yUxJP3mZKWgaxn2lDq6J8KbtB68YM0QmldZAVMFk3Bt9tZpAn9ugQbCdINsUvsmLqIgeKEyljpN9ibf0ufKGCrlEHKvRxNtO+3U1m4ylNuDJ7zoG1WaJJ31oIUzGrEmWO31OvVphaW0hmWH80vL/v4vAA1/MKcOHqk6WSOOQz7fG1aHkV9VSoVxr6tvTlfWLW2X4phgoNm1SRK5Nk4tMNcw/ZQRlM62CRyRMfXr8V2+rXhsaxPXaSekfgnwSqsoYgz2nUUcgpbo9O9y46ZO4SBtdM7FUapHdcj2VgTOFIk3gB6h4NFL2NEF6YOTLlRPHnSb1avdIN5z8fbYdcd8jZ2U8FZbFgdQG6KtTVNeVa7hM10kHGUVkx3/9y6evz1ZIXPmSvtfL5kMyaixV5Mrx9PWHl1LIs3nbspqfB5ocB+cOTd2S39z+mTnAkV5DA4wtaDuY1lrUKcwkMKc2LVpHrILZgUfV5F6Jxmrd4jyuoF2GgibbTUpmcGE1c9RCqCsjd6Y6SLDVPmBZq7D92zQRImktLxDlcgX0f2dQwA7Cn+1XTa5Kq7J3dUV2RIiKj9XDeFfBMrqeuRHxt2nPsm9t39Efq0xEGbrRs7ls2VQF8zO27rkBMTNzBmnnKMwrpY4d1yyq8MgFrbHkNu2vsqT1dCHvr0hWyRdOP3yMu5kn4CaH/HJlvNYh3Co8eY0sZRfnqeo5LzDP6dP7f7FBGgPKrZN0u7SlKDihu1BHYkT0sBYBO/sALQlFt1A5XNDRmPkK11KvtSTEDBGTrJlXb3exJ8m2ZXp6I5WUNr3Fpc8iKwDPuEg1FeNKlJi8Q0mTNJ3a7x2Swtqs2CKW37DwXD7Nt27Y7pa4Lr3/H9ZlvNQ8b0eB9Kh/sdCB2f6bpOUtBD4HovbmP7kymXVxsbO7fFFvNiJI8bMRS8MZ58XJLnAyE4oM9BMaBh1BYsBwJwlfMkJTeAabgUoJjmYcJQ/VgyFdjDLlmVNDIM1sg33mwHkhZnd2OESeU5bO85ekgjIXF0Ma3EILvgaDrTtpUkpTiQQUDGYLXjlC0Ocj/GSQFk12Utxw3wrGeHIezvvsK29BHvn9I4p94ir/lujTmRzKtRAOKKJZRhjkW0XpxS7tmafhW2G5A05Tke1KclY5iJ4N3TG1XqnGRUW3VfmdCLbyKy1T7vbn4iFWSUJ1LnmW3XeyrAtI34QfvqBVLd2l91rWyHOGcXzfSTMmfuE6xNxVRXdsg4cgvMOSx20K8S2sRTVWsdlGZKlYXjGGZjM96KTb7sdJDTmRcGtAZtVFE55mz5xtDKmuJ9bJbxF2DqeVrV7j2Se3rqrcm2MNZu+kd5tB8lvlOTs1FvjiHTwzO6B7PTO0KUE0qTIHtHChPaUTrcFPiqNIyVx0AwIIEpgNZsoWgm4PfJLCr1QoRNa5z7xEiGc4ZQajFn0ZA3hQqq22uJ2J3RdA9E5ZrgDRaMYJ49SRbxTxGcZqOsU6yD1i2OgGTnv+qGOhgsjwm0nA6IfpUhsKH3QaK35v09yqyN+qBn7RebuchWN57kk68xmRgyd1kbb9lNNk97nffj9XJlRrzrnjO9F9Lw5Skk5T+QLVT0iw0bLVxoFCTpnBTM5ABq7zF9fxBl6w2WAtRCJhAvo5Q/qFPIdvZ7AuA7oiQ4YWdtwuQgb1QUlxEqmAk4dIaNuRzWgQWePmVEsaqkWXEJJNWGAhyc88vXF0xP9CTotdA1MDxmzd6XpJ4VxD69BkWkGUY7h0eT5D4kKCg9zdLxeGuRvb6YInaVmN3b6RUO8LuTTDnqphDnidXg1NhHAD5FtOqw2Uo6ySxFUAWl+rZPPzWtuFAP2H9ttHwd/w4EgQPKPnUfqoL8wKF7oJYOwcG9X0jiRlrwVNdYp7G8hqsB0Mv2Gz7KhtyrjFwZjtzYFMahI4J8pmYGwIjDGktu/fMyHFIjPTKBzFPk19A0HvFDqK6ijHKtYf9IPj6Emk5zXEXwbzDrZGwrOiwD2T5DwvudIE4Gw9Aab8ws0cOeNyGKnHu9OXqDd1xD4y09xQYoHlGUBKDRkiQUhEnRTPlCPLKwqgnBRxZ0eWTJLpWPkVtnl0uqOaP1kmMKxWXoLUwhNMyUSjIHiWUQNDTv12fyg2ZVNnkQJfmh6NMT1kMt2FSNqFKHMr7oHcRlLuRVRQP2q4RGq6XMHg6ZswDMsuJDfPzjf2dGqhr2qswl4UP7TJIM9QFmETFXL92uDCQYN4IMRIu8UUzJfPRmySRnRzs4Ntz1MXd8N21jH0qNeeIl8PHa6VoGZPP5SCImUS0xN2VGu4JjPmZZpvQzfJOiaNkbKEZaZ3wwOYwxH3ybCNWNVjRIdH8aqzBJTCTmQJvcCb9lFwhGFgwA5mL7ZvSdN1dCdt0G0RXFTcZ2c3cjl7NyQqwLAhGRzPRvbGAE2t0W2eRfwfHBYGXvl8CwyjUX9pNfLWRrXSjm/K/n4yjbFzf5fyQyjZn2uYmlEefJ6DUaBk0NSUkaoT1JfBwoKUfn6NzqdYQf33RN5yomfT+cqRuHa0HR7g9xj4Ul+j/x/X14OtPiTtF4b6AFmVIMiLQvBh26hA4Y7CKGGWc3IG3G4qq8lVmvcoaJRHJQ4RHy15Do0lRGB6Jiww9y9M92BYjeL8k8XsiiRTrg3AXAcfSAMa6tmgNoEfG2GuPPLc4K5n01LQJ1GZKAihe1KZLkPr1qwCXfaSQN9V26Mnr26Yj1jWSYHBmuyf4VHZ5rs0C2MFK8iqHNjUvMFKkSvqe2YyEnuEd99Aqj4TCTg6IWPfSUfm9uBVATSwT6XwEcOqN9RWB46FYxE5QOmkGtZAGBg5oKGmPU3yTVI3AdAO0QPUpJMoQhpRBb+aWCJm3nCjJ8MX6Ff1Y5WVLsaGlbRuhBTk2EHgW1CDDZtkqE5azWcJk9r6Y8G7YD3gk3rM3yMNXGo7LhbjS8kP4dWQi5nVVeDTSf6kWyDw2Hx8/zDPpkP5NwXgt2IRDkrgSN5ROOYOcZ8A3v5DQ7GqCJ4hVlp3hXTGCg5gCcF4NQ4pa4uMK1jqnbMfUDY0kBrlUv7JMNEcdaU7c+tF7wHTR9y2oGDQs0N9SsFujSJwaYg1WFEbadUFkhSn7EU2XV5f4jrp3TYO6xdmQcO5XIAKHbZgL0EgwqPEh7GD1TaV9QcfTcJDMGGcDwFhGpWuJ/t2PwQm+k24Vm+t0zw== (58, 1160, 399, 2576)
hex-segment: 300d06092a864886f70d0101010500000 (420, 1044, 955, 1052)
header-key: 密钥 (26, 1, 58, 15)
base64-cell: MIIEvgIBADANBgkqhkiG9w0BAQEFAASCBKgwggSkAgEAAoIBAQC+RfvgqUodkNrWmgfjPPz2A5poi46Xz0rYgYOUwPDZJbV7/+XgW3iPTiBfOjBxoIwfI+UJVKnHEe45S+oGaIg++CrGRJwU2fq10ZVLtrsdCiyuwrWux16Q7GkhOor7iB1DUtDFW+jJDKBZbjB/D03uWO5ZPyKtU9EnUPL+hDJ83jUZZ7S1ia76bi3bGYpFwJXXGYRr7ifroQ+EJumslpXbzqmVWk8GkYIS9BsDdSwCKDQCD08UFUSZ0iaaCm/480+SnzMnISkV90NbNK9zTlT29xuiyGQIjUWo5p/zl+zdBZjudd/+YYe2dIhgYJ995cUREDbtggE/slh/Q/AgMBAAECggEAG4X0EWNrwvMMyOTjKpvb1nvUB4XdCgSLbNVcwGThvnnmd73Sa/E094Aj6KntLAvy8CFe947d6aSwQEO/KrGh3bHfpRXW6bDDSMa6OwTdIfCvjB61i0EKuv28e/ApYXalNfzD5IDMQ1Ceu2YpFcUHMOR76cGSD7jau6MMN2u20qqUzybKCan3+R58toILIfpgwQ7GwKL7zHhuzuyYjmf4r+LapUcS7I57VkEzcD6zTNaKxLKEoV6ahKzNHMlgNVA9oS9Lz2PBY/Ko03V7MNvDr7dM1XKYShvZuEGY9yYRVUp/bYM/g78pBE1otjdjEF71VtTH24pF7OGCOD1pO2RBwQKBgQDphPzN4+9l1Jl+ii+GY3LxLrA01maxf3GuoxtOpxcETnIFiD5WdIqY+uMaKPeE6A78YD1ELhr2x3cKUIHE3zyglnK/iR4HyoclThefKKEri3cC29GWg2FsTV13PzTSoS4XX/iEMxOpqzDNbMCx2OTKuByyfdhW4411?7neaN3PTQKBgQDQ1zXApRG4nxiiqDsTmivyNAoGBAL87UaFa9EMaQJRnBj0WTcwvTe9gTCCTAjPOfGXzDfMkeLLTk85QwnGVLCZrSTeidY0fNcmW/gA47hMMg6kTEVa8KfyKAal.Cwf0cbItlKAWpi92OnT0hX+ozrFKaK5yd4dXkw36X69dfJ4dnHb+Tj/uLHeKIeoI8SP/+nCQrEPAoGBAM6TcYfZZyLJ1o5Kf18VkG2QLAEZwSaLWk7taUsuwOgKiyKcZe4wMZKI9WSOg8t8v8IGufqEXe3TyxDeDePpqAptX3tb/Y3biTc1ozXOSWT8xMgzDsmBLHOFAnUpxMYqFhUYTS6fai3SkgbLrorVVFB3xBpD8F3jAoIn5bNnDC78 (58, 143, 399, 542)
hex-segment: 8ce9022a0f3b0ed421621727a8edcb39f4398bca492fb213fb6174364e9426f76caa243e60493508b2e04f245e2d6d135c57f7a9203ad784e4732706b2431aabe16c9ad13f5785a5a0aa1e7ad20a85c728fbd17a1780e1729e482db29de262d76b1297b21241bc0b38c8ef4a6422e1118ee7d411fbf63b8e9af948c809f065ba6b86d88f758c68a6924dd723f2e2f24286ce56a5f8e24489db8f5d30189b9541d83e8ae9ca159305e11c8decdcd02072e1c2c0596e7c5c7f0b0d1b4e140d5c3522fef8f6d59058840773885a0cda23025b396b61914da9d8344a75ff48f6db1fcdc6487c9c2ce3682d4aef7db16d4293d8bbea36c7a2e5326f1551611aa527 (420, 690, 955, 725)
hex-segment: 48204a6308204a20201000 (420, 1180, 955, 1189)
hex-segment: 02818100 (exponent2) (420, 356, 955, 365)
hex-segment: 0203010001 (publicExponent) (420, 1233, 955, 1242)
join-cell: 30820122 + 300d06092a864886f70d01010105000 + 382010f003082010a0 + 282010100 + 模 + 02030 + 10001 (指数) (959, 1032, 1116, 1160)
base64-cell: MIIBIjANBgkqhkiG9w0BAQEFAAOCAQ8AMIIBCgKCAQEAx1PbvlsPih9/QSvO/Mb6mRr4xLGQOFWai/h8dEzkFjFSRkrtSpTnU3CFebNWVGc/DrHixuXG1As992B1LFHOrtJAqG7WWUjqUOAepBJ7QGdwhkNnwjnXBpXQJ9hIv1ngivotAOOJ40prC33DPNUsHkMGFN+kIu+zuXvtAq6oDxy4BIbO/s9k+4fAX41PbHEsXxSujweABGcNpWKEMV2Q1w5Qd803Ln9j84455Yp4/4Vcvg1RUrNXjpsBZH3xL0pXxLjQHZz241TeD/9Jg/OGwWQEUKF/yUixYL8xZepviQz4bA24VRCr8nW+aPr+HNbrSadPK6JUjyrzgsZ0yJwEwIDAQAB (58, 1032, 399, 1160)
hex-segment: d09735c0a511b89f18a5a83b16c025c731b82f9c618a93f45208050791adfd3a6037d1730790ab998d66afe8692b167b0a72459daad7b27bcc04bb5e93169236c6424ac6ca9601a6c8501c0c0bdfba3d527c1a829baf2bc58c65f461a0f450023b137a038ae310610f17903784b0d1146c76c378420b002ef6e2d1eb30eda9bb (420, 312, 955, 330)
conversion-cell (399, 670, 418, 1032)
hex-segment: c74f6f32cce871aed5af19d0252a47c48627707fbe420351ad02b265fa621827855320f91d58d57ba1226bbecf5adaeae3ed032f7059fdf5b045cf58304cef36a57b888cd423853a4e8ca2dd6d21440d79329?ed6852bbad6870a2159aeaeeb3a17b7a26397f4aec9df6c788c2d8f4079df9ee7a8d82efa98d3f63c288da39 (420, 1312, 955, 1329)
hex-segment: 0203010001 (publicExponent) (420, 224, 955, 233)
hex-segment: 0282010100 (modulus) (420, 1062, 955, 1070)
hex-segment: 308204be020100 (420, 145, 955, 154)
hex-segment: 02818100 (420, 1277, 955, 1286)
hex-segment: 02818100 (420, 884, 955, 892)
conversion-label: BASE64 -> HEX (404, 49, 413, 109)
hex-segment: abfafc9412ed666089bfefafa099de4c696d84997aaa0d1852be40830dbddf1ca876d50fc540d97cc041ad83e0568c4a5010018ee64e317640e7efb866aabbe5da85053dba6a84b490cda81aee4aa0caac97cd74a26d6630481d8508a6f201499163fbfdca5d2ab151a329314599f7a3bd580077713c8bf7d719dda900e9039 (420, 787, 955, 805)
hex-segment: 382010f003082010a0 (420, 35, 955, 43)
key-row (1, 542, 1116, 670)
hex-segment: 1b85f41163bc23318a138caa6f6e59ef501eb85dd0a408b6d55cc064e1be79e677bd26bf134f78023e919ed2c0bf2f0215ef78edd1b84b040431bf2ab1a1ddb1dfa515d6e9b04348c6ba3b04dd21f0af8c1ea58b410abafdbc7bf0295576a535fcc3e480cd2509ebb662915c5073347be9c1920f8bdabba1cc376bb63aaa94cf26ca09a992f914bcb6820bd5fa60c10ec6c0a2fbaf31e1bb3bb2ee399e2bf8b6a951c4bb239ed5904b1c0fac3353a2b12ca12857a6a12ac34733560d540f684bd2f3405058fcabf4dd5ecc36f0ebedd3355ca6398730ae10663dc98455529fdb60cfe0efca41135a2921d8cd17b955b531f6e2917bd063820e33b0441c1 (420, 242, 955, 277)
method-label: PKCS#1 (9, 767, 18, 807)
hex-segment: 02818100 (420, 778, 955, 787)
hex-cell (418, 542, 959, 670)
conversion-cell (399, 542, 418, 670)
hex-segment: 0282010100 (modulus) (420, 180, 955, 189)
method-label: PKCS#8 (9, 258, 18, 298)
conversion-cell (399, 15, 418, 143)
hex-segment: 02818100 (prime1) (420, 277, 955, 286)
hex-segment: 30820122 (420, 545, 955, 553)
table-body (1, 15, 1116, 2576)
method-cell (1, 1032, 26, 2576)
conversion-label: BASE64 -> HEX (404, 576, 413, 636)
hex-segment: 300d06092a864886f70d0101010500000 (420, 26, 955, 35)
hex-segment: 0203010001 (publicExponent) (420, 88, 955, 97)
hex-segment: 0282010100 (modulus) (420, 571, 955, 580)
key-row (1, 143, 1116, 542)
header-gap (399, 1, 439, 15)
hex-segment: febcde4edfbd04edd1b068cac16cee28e9c2a3b7a029eabcbe3f3377514a1473f50f1f0f07a8127a5c44c4fcc000104116deb3617943f5ab6dc99719585c8f7a98069aacbc678b8054daa24e663ff6fb3de5703baa5b62906e22788276f4b8479d0cd39e94c82166bd6eba0b27999693770ea4cad2b42fbc39e8ab39178fab (420, 1286, 955, 1303)
hex-segment: 02818100 (420, 805, 955, 813)
hex-segment: 382010f003082010a0 (420, 562, 955, 571)
hex-segment: 0282010100 (modulus) (420, 681, 955, 690)
hex-segment: bf3b51a15af44331409467063d164dcc2fedef604c20930233ce7c65f30df31178b2d3c7c490c271952c266b937a2758d1f346996fe06f8ee130c806931315b3c29fc8a01a2c2c2d7f471b22d94a016a62f76d274ce84afa8c6b3e4697e72778917930daf5afa5d7c9e1d9e787eee3fee2e778a21ea19f1f48ffe9c242b10f (420, 365, 955, 382)
join-cell: 308204be020100(未知) + 300d06092a864886f70d01010105000 + 48204a8308204a4 + 0201000 + 282010100 + 模 + 02030 + 10001(指数) + 02820100 + 私钥 (959, 143, 1116, 542)
key-row (1, 1032, 1116, 1160)
hex-segment: 02818100 (420, 831, 955, 840)
hex-segment: 02820100 (420, 734, 955, 743)
join-cell: 30820122 + 300d06092a864886f70d01010105000 + 382010f003082010a0 + 282010100 + 模 + 02030 + 10001 (指数) (959, 542, 1116, 670)
header-row (1, 1, 1116, 15)
conversion-cell (399, 143, 418, 542)
hex-segment: 67059dc673c5e418cff30ca1d4e73101887871a7195edd4ebde221e567723be5b30b01171f80f6d8fb09d459627106d01a9bce5388794dec28f8d2ab4054eb476581d3117b1a01180d45693554525d6e39a3ee1b27efeb96476711d35564de14c96abb47f7e3f775cb211a349d93b9891f6f27569d88ec74a2a8dd4e68afc8d (420, 338, 955, 356)
hex-segment: 0281806 (420, 1356, 955, 1365)
method-cell (1, 542, 26, 1032)
hex-segment: be45fbe0a94b1d90d1ab5a681f2693ecd80e69a22e3a5f33ab5606345303c36496d5fd3ffe5ea5b78cf23515fd23071a08c1f95fa82552a71c47b8e52fa819a220fbe0ad19120705367ead4e6552ecb6ce028b2b0ad6bb197a3b1a484ea2bee20650d4b43156fa32032816b8e1fc3d3799458e4993f25ed53d1275f2e84327cdc9b8267b4a589aefa6e22376c66291702575c6611afb89fae843e109ba6b0ba576f3aa651593c1a45754bd06c0dd4b008a650083d3c50553764e89a6829bfe3cd3e4a7ccc9c84a457d38d6cd2bdb13953dbdc6e8b2190223515a39a7fcf58eece190508ee75dffe618a36748860609f7de5c5111036edb2013fb2587f43f (420, 53, 955, 88)
key-vertical-label: KEY (29, 1086, 39, 1106)
conversion-label: BASE64 -> HEX (404, 312, 413, 372)
base64-cell: MIIBIjANBgkqhkiG9w0BAQEFAAOCAQ8AMIIBCgKCAQEAvkX74K1LHZRq1poHyaT7NgOaaIu0l8zq1TGNFMDw2SWlf0//l6lt4zyHRX9IwcsCMH5U/qCVSpxxHu0UvqBmiIPvgqxkScFNx8tTmV5TLbOAosrzKlrzZekOxpIIgK+4gZQ1LQxYwoyAygWW4wfw9N5lFjkmT8l7VPBJ1Dy/oQyfNybgme0pYmu+n4iN2xnKRcCVixmEa+4nn6EPhCbprC6V286plFIPBpFdUvQkA3UsAimUAg9PFBVN2Tomngpv+FNPkp8zJyEpFfTjWzSvbE5U9vcbshkCIIFaOaf89YYOGQUI7nXf/mGKNnSIYGCfteXFERA27bIBP7JYf0PwIDAQAB (58, 15, 399, 143)
hex-segment: 02818100 (420, 857, 955, 866)
hex-segment: ce937187d96722c9968e4a7e5f159066502c01096929cb5a4eed694b2ebce8245a2c8a7197b8c0c64a23d5923a0eadf2ff081ae7ea1317b74f2c4379478fa9a969918ded6ff6376e24dcd68cc0392593f310200ec9812c7385027529c4c6101615184d2e9f6a2dd29206cbae8ad5545077c41a43f05de3028967e5b3670c2efc (420, 392, 955, 409)
method-cell (1, 15, 26, 542)
